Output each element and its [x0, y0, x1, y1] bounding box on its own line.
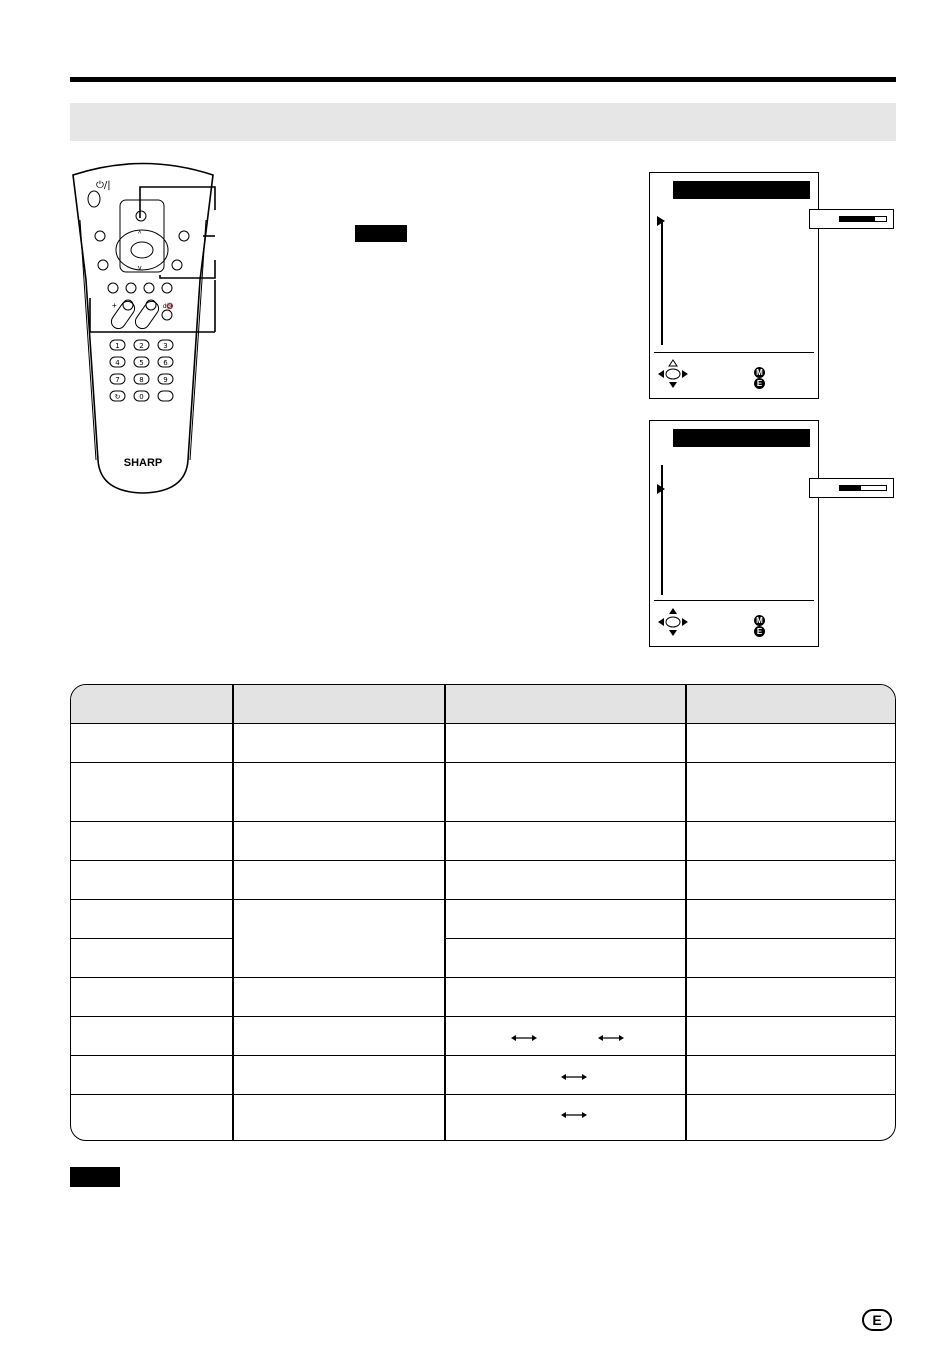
- digit-9: 9: [163, 376, 168, 384]
- digit-0: 0: [139, 393, 144, 401]
- double-arrow-icon: [511, 1033, 537, 1043]
- level-slider-2[interactable]: [809, 478, 894, 498]
- slider-fill: [840, 486, 861, 490]
- svg-text:+: +: [112, 301, 117, 310]
- slider-fill: [840, 217, 875, 221]
- brand-logo: SHARP: [123, 457, 163, 469]
- level-slider-1[interactable]: [809, 209, 894, 229]
- osd-picture-menu-1: [649, 172, 819, 399]
- digit-2: 2: [139, 342, 144, 350]
- double-arrow-icon: [561, 1110, 587, 1120]
- table-row: [71, 977, 895, 978]
- table-row: [71, 762, 895, 763]
- osd-cursor-icon: [657, 484, 665, 494]
- section-title-band: [70, 103, 896, 141]
- table-row: [71, 821, 895, 822]
- menu-key-icon: M: [754, 367, 765, 378]
- digit-7: 7: [115, 376, 120, 384]
- osd-title-bar: [673, 181, 810, 199]
- osd-picture-menu-2: [649, 420, 819, 647]
- menu-key-icon: M: [754, 615, 765, 626]
- digit-5: 5: [139, 359, 144, 367]
- top-rule: [70, 77, 896, 82]
- exit-key-icon: E: [754, 378, 765, 389]
- osd-title-bar: [673, 429, 810, 447]
- digit-1: 1: [115, 342, 120, 350]
- svg-text:v: v: [138, 265, 142, 272]
- table-row: [71, 899, 895, 900]
- dpad-icon: [656, 607, 690, 637]
- digit-6: 6: [163, 359, 168, 367]
- double-arrow-icon: [598, 1033, 624, 1043]
- table-row: [444, 938, 896, 939]
- table-row: [71, 1055, 895, 1056]
- power-button-label: ⏻/|: [96, 180, 111, 191]
- adjustment-table: [70, 684, 896, 1141]
- table-row: [71, 1016, 895, 1017]
- digit-8: 8: [139, 376, 144, 384]
- table-row: [71, 860, 895, 861]
- svg-text:↻: ↻: [114, 393, 121, 401]
- callout-leader-lines: [88, 180, 228, 340]
- svg-text:^: ^: [138, 231, 142, 238]
- note-tag: [70, 1167, 120, 1187]
- exit-key-icon: E: [754, 626, 765, 637]
- svg-text:d🔇: d🔇: [163, 304, 174, 310]
- digit-3: 3: [163, 342, 168, 350]
- note-tag: [355, 225, 407, 242]
- double-arrow-icon: [561, 1072, 587, 1082]
- table-row: [71, 1094, 895, 1095]
- table-header: [71, 685, 895, 724]
- dpad-icon: [656, 359, 690, 389]
- digit-4: 4: [115, 359, 120, 367]
- language-badge: E: [862, 1309, 892, 1331]
- table-row: [71, 938, 232, 939]
